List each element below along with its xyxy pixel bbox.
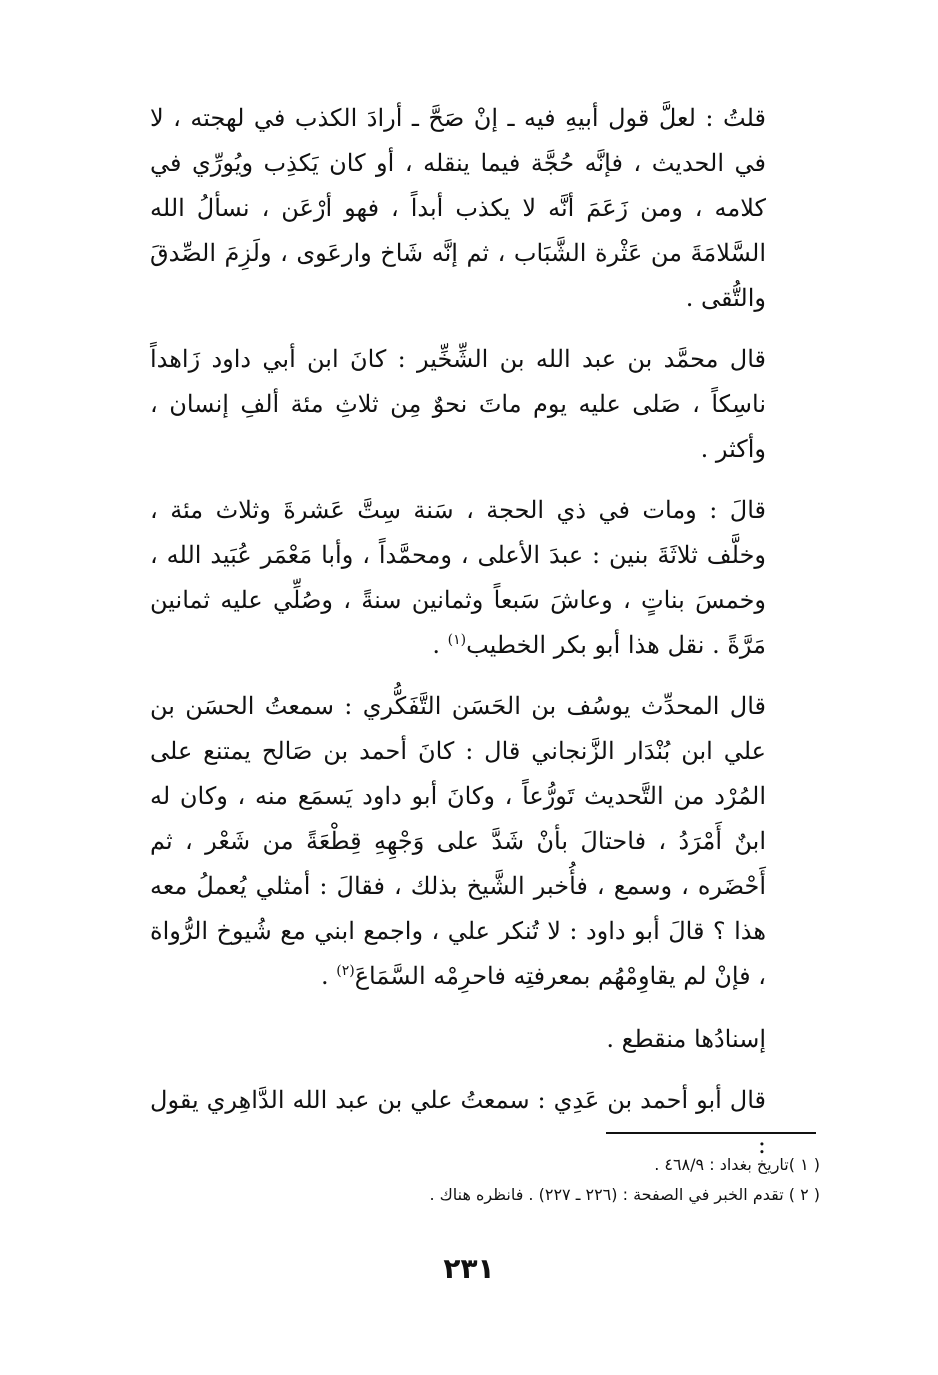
- paragraph-3-end: .: [432, 631, 448, 659]
- paragraph-1: [150, 96, 822, 321]
- paragraph-2: [150, 337, 822, 472]
- footnote-ref-2[interactable]: (٢): [336, 963, 355, 979]
- footnote-2: ( ٢ ) تقدم الخبر في الصفحة : (٢٢٦ ـ ٢٢٧) . فانظره هناك .: [429, 1185, 820, 1204]
- paragraph-4: [150, 684, 822, 999]
- paragraph-3: [150, 488, 822, 668]
- paragraph-1-text: قلتُ : لعلَّ قول أبيهِ فيه ـ إنْ صَحَّ ـ أرادَ الكذب في لهجته ، لا في الحديث ، فإنَّه حُجَّة فيما ينقله ، أو كان يَكذِب ويُورِّي في كلامه ، ومن زَعَمَ أنَّه لا يكذب أبداً ، فهو أرْعَن ، نسألُ الله السَّلامَةَ من عَثْرة الشَّبَاب ، ثم إنَّه شَاخ وارعَوى ، ولَزِمَ الصِّدقَ والتُّقى .: [150, 104, 766, 312]
- footnote-separator: [606, 1132, 816, 1134]
- footnote-ref-1[interactable]: (١): [447, 632, 467, 648]
- paragraph-4-end: .: [320, 962, 337, 990]
- page-number: ٢٣١: [443, 1252, 495, 1285]
- paragraph-6-text: قال أبو أحمد بن عَدِي : سمعتُ علي بن عبد الله الدَّاهِري يقول :: [150, 1086, 766, 1159]
- page-body: [150, 96, 822, 1168]
- footnotes: [150, 1150, 820, 1210]
- paragraph-2-text: قال محمَّد بن عبد الله بن الشِّخِّير : كانَ ابن أبي داود زَاهداً ناسِكاً ، صَلى عليه يوم ماتَ نحوٌ مِن ثلاثِ مئة ألفِ إنسان ، وأكثر .: [150, 345, 766, 463]
- footnote-1: ( ١ )تاريخ بغداد : ٤٦٨/٩ .: [654, 1155, 820, 1174]
- paragraph-5: [150, 1017, 822, 1062]
- paragraph-4-text: قال المحدِّث يوسُف بن الحَسَن التَّفَكُّري : سمعتُ الحسَن بن علي ابن بُنْدَار الزَّنجاني قال : كانَ أحمد بن صَالح يمتنع على المُرْد من التَّحديث تَورُّعاً ، وكانَ أبو داود يَسمَع منه ، وكان له ابنٌ أَمْرَدُ ، فاحتالَ بأنْ شَدَّ على وَجْهِهِ قِطْعَةً من شَعْر ، ثم أَحْضَره ، وسمع ، فأُخبر الشَّيخ بذلك ، فقالَ : أمثلي يُعملُ معه هذا ؟ قالَ أبو داود : لا تُنكر علي ، واجمع ابني مع شُيوخ الرُّواة ، فإنْ لم يقاوِمْهُم بمعرفتِه فاحرِمْه السَّمَاعَ: [150, 692, 766, 990]
- paragraph-5-text: إسنادُها منقطع .: [606, 1025, 766, 1053]
- paragraph-3-text: قالَ : ومات في ذي الحجة ، سَنة سِتَّ عَشرةَ وثلاث مئة ، وخلَّف ثلاثَةَ بنين : عبدَ الأعلى ، ومحمَّداً ، وأبا مَعْمَر عُبَيد الله ، وخمسَ بناتٍ ، وعاشَ سَبعاً وثمانين سنةً ، وصُلِّي عليه ثمانين مَرَّةً . نقل هذا أبو بكر الخطيب: [150, 496, 766, 659]
